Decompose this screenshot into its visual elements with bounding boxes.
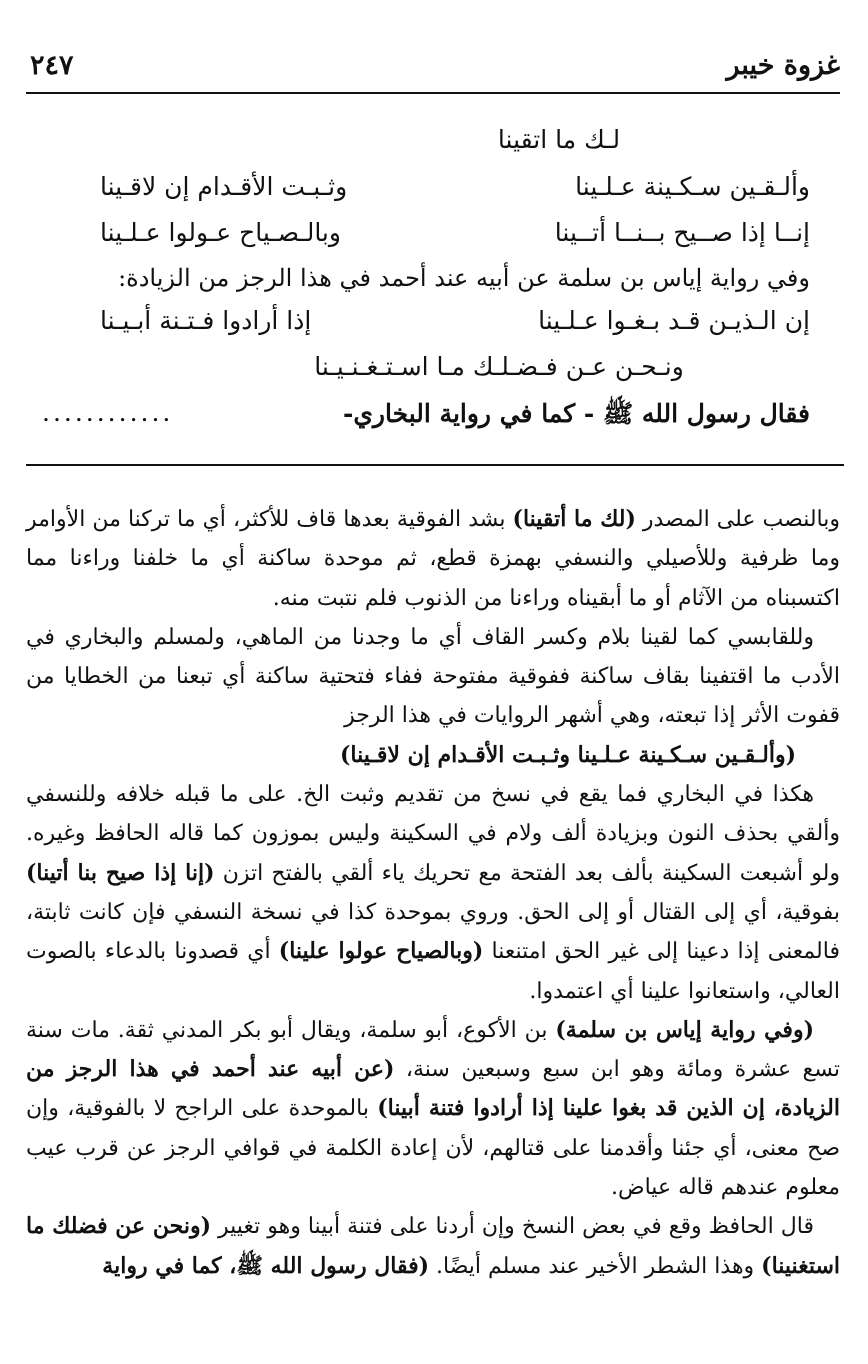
- header-divider: [26, 92, 840, 94]
- running-title: غزوة خيبر: [726, 50, 840, 81]
- verse-4-left: إذا أرادوا فـتـنة أبـيـنا: [100, 306, 312, 335]
- ellipsis-dots: ............: [42, 398, 174, 427]
- final-line: [42, 398, 810, 435]
- commentary-paragraph-3: هكذا في البخاري فما يقع في نسخ من تقديم وثبت الخ. على ما قبله خلافه وللنسفي وألقي بحذف النون وبزيادة ألف ولام في السكينة وليس بموزون كما قاله الحافظ وغيره. ولو أشبعت السكينة بألف بعد الفتحة مع تحريك ياء ألقي بالفتح اتزن (إنا إذا صيح بنا أتينا) بفوقية، أي إلى القتال أو إلى الحق. وروي بموحدة كذا في نسخة النسفي فإن كانت ثابتة، فالمعنى إذا دعينا إلى غير الحق امتنعنا (وبالصياح عولوا علينا) أي قصدونا بالدعاء بالصوت العالي، واستعانوا علينا أي اعتمدوا.: [26, 782, 840, 1004]
- verse-line-5: ونـحـن عـن فـضـلـك مـا اسـتـغـنـيـنا: [314, 352, 684, 381]
- page-number: ٢٤٧: [30, 50, 74, 81]
- verse-2-left: وثـبـت الأقـدام إن لاقـينا: [100, 172, 348, 201]
- verse-3-left: وبالـصـياح عـولوا عـلـينا: [100, 218, 341, 247]
- commentary-body: [26, 500, 840, 1286]
- commentary-paragraph-2: وللقابسي كما لقينا بلام وكسر القاف أي ما وجدنا من الماهي، ولمسلم والبخاري في الأدب ما اقتفينا بقاف ساكنة ففوقية مفتوحة ففاء فتحتية ساكنة أي تبعنا من الخطايا من قفوت الأثر إذا تبعته، وهي أشهر الروايات في هذا الرجز: [26, 624, 840, 729]
- commentary-verse-quote: (وألـقـين سـكـينة عـلـينا وثـبـت الأقـدام إن لاقـينا): [340, 741, 796, 768]
- verse-line-1: لـك ما اتقينا: [497, 125, 621, 154]
- commentary-paragraph-4: (وفي رواية إياس بن سلمة) بن الأكوع، أبو سلمة، ويقال أبو بكر المدني ثقة. مات سنة تسع عشرة ومائة وهو ابن سبع وسبعين سنة، (عن أبيه عند أحمد في هذا الرجز من الزيادة، إن الذين قد بغوا علينا إذا أرادوا فتنة أبينا) بالموحدة على الراجح لا بالفوقية، وإن صح معنى، أي جئنا وأقدمنا على قتالهم، لأن إعادة الكلمة في قوافي الرجز عن قرب عيب معلوم عندهم قاله عياض.: [26, 1016, 840, 1201]
- footnote-divider: [26, 464, 844, 466]
- final-line-text: فقال رسول الله ﷺ - كما في رواية البخاري-: [342, 399, 810, 428]
- verse-4-right: إن الـذيـن قـد بـغـوا عـلـينا: [538, 306, 810, 335]
- verse-3-right: إنــا إذا صــيح بــنــا أتــينا: [554, 218, 810, 247]
- page-header: [30, 40, 840, 92]
- verse-2-right: وألـقـين سـكـينة عـلـينا: [575, 172, 810, 201]
- commentary-paragraph-1: وبالنصب على المصدر (لك ما أتقينا) بشد الفوقية بعدها قاف للأكثر، أي ما تركنا من الأوامر وما ظرفية وللأصيلي والنسفي بهمزة قطع، ثم موحدة ساكنة أي ما خلفنا وراءنا مما اكتسبناه من الآثام أو ما أبقيناه وراءنا من الذنوب فلم نتبت منه.: [26, 506, 841, 611]
- commentary-paragraph-5: قال الحافظ وقع في بعض النسخ وإن أردنا على فتنة أبينا وهو تغيير (ونحن عن فضلك ما استغنينا) وهذا الشطر الأخير عند مسلم أيضًا. (فقال رسول الله ﷺ، كما في رواية: [26, 1213, 840, 1279]
- verse-intro: وفي رواية إياس بن سلمة عن أبيه عند أحمد في هذا الرجز من الزيادة:: [118, 264, 810, 292]
